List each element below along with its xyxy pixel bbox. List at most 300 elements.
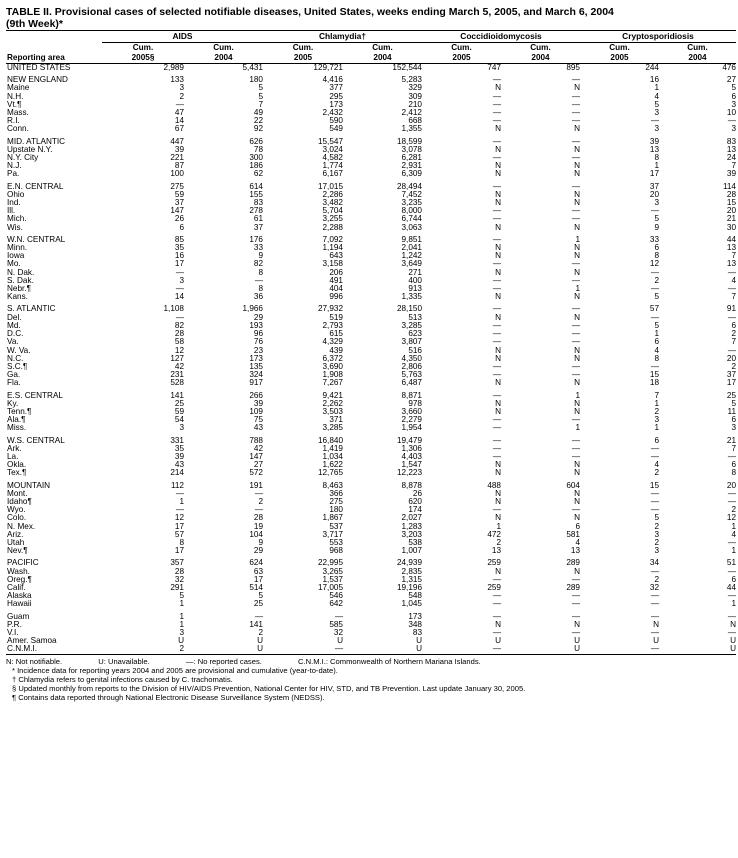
value-cell: 57 xyxy=(649,304,659,314)
value-cell: 37 xyxy=(726,370,736,380)
value-cell: 147 xyxy=(249,451,263,461)
value-cell: — xyxy=(492,451,501,461)
value-cell: N xyxy=(495,267,501,277)
value-cell: 14 xyxy=(174,292,184,302)
value-cell: N xyxy=(495,251,501,261)
value-cell: 67 xyxy=(174,124,184,134)
value-cell: 42 xyxy=(253,443,263,453)
value-cell: N xyxy=(574,468,580,478)
value-cell: 9,851 xyxy=(401,234,422,244)
value-cell: 1 xyxy=(654,423,659,433)
value-cell: 51 xyxy=(726,558,736,568)
area-cell: Wyo. xyxy=(7,505,26,515)
value-cell: 366 xyxy=(329,488,343,498)
value-cell: 47 xyxy=(174,108,184,118)
value-cell: 549 xyxy=(329,124,343,134)
value-cell: — xyxy=(727,591,736,601)
value-cell: 2,041 xyxy=(401,243,422,253)
table-row xyxy=(6,314,736,322)
value-cell: — xyxy=(492,259,501,269)
value-cell: — xyxy=(254,488,263,498)
value-cell: N xyxy=(495,198,501,208)
value-cell: 3,158 xyxy=(322,259,343,269)
value-cell: 289 xyxy=(566,582,580,592)
value-cell: 513 xyxy=(408,312,422,322)
table-row xyxy=(6,416,736,424)
value-cell: 152,544 xyxy=(392,63,422,72)
value-cell: — xyxy=(492,153,501,163)
value-cell: 6,281 xyxy=(401,153,422,163)
value-cell: 129,721 xyxy=(313,63,343,72)
value-cell: 1,867 xyxy=(322,513,343,523)
value-cell: 6 xyxy=(731,320,736,330)
value-cell: 2,432 xyxy=(322,108,343,118)
value-cell: 2 xyxy=(731,505,736,515)
value-cell: 27 xyxy=(726,75,736,85)
value-cell: — xyxy=(175,284,184,294)
value-cell: N xyxy=(495,496,501,506)
value-cell: 17 xyxy=(726,378,736,388)
value-cell: N xyxy=(574,345,580,355)
table-row xyxy=(6,461,736,469)
value-cell: — xyxy=(650,496,659,506)
value-cell: 476 xyxy=(722,63,736,72)
value-cell: — xyxy=(422,645,501,654)
value-cell: N xyxy=(574,513,580,523)
cum-label: Cum. xyxy=(451,43,472,52)
value-cell: 20 xyxy=(726,480,736,490)
table-row xyxy=(6,621,736,629)
value-cell: — xyxy=(492,415,501,425)
value-cell: — xyxy=(727,345,736,355)
value-cell: — xyxy=(650,488,659,498)
value-cell: — xyxy=(571,116,580,126)
value-cell: 615 xyxy=(329,329,343,339)
value-cell: 37 xyxy=(649,181,659,191)
value-cell: — xyxy=(492,505,501,515)
legend-item: U: Unavailable. xyxy=(98,656,150,666)
value-cell: 16,840 xyxy=(317,435,343,445)
value-cell: — xyxy=(254,505,263,515)
year-header: 2004 xyxy=(343,53,422,64)
value-cell: 15,547 xyxy=(317,136,343,146)
disease-table xyxy=(6,30,736,655)
value-cell: N xyxy=(495,189,501,199)
value-cell: 295 xyxy=(329,91,343,101)
value-cell: 20 xyxy=(726,353,736,363)
value-cell: 28 xyxy=(253,513,263,523)
value-cell: 127 xyxy=(170,353,184,363)
value-cell: N xyxy=(574,83,580,93)
value-cell: 400 xyxy=(408,275,422,285)
area-cell: Mont. xyxy=(7,488,28,498)
value-cell: — xyxy=(492,443,501,453)
table-row xyxy=(6,408,736,416)
year-header: 2004 xyxy=(184,53,263,64)
value-cell: 348 xyxy=(408,619,422,629)
value-cell: 61 xyxy=(253,214,263,224)
area-cell: Hawaii xyxy=(7,599,32,609)
value-cell: 3,807 xyxy=(401,337,422,347)
value-cell: 488 xyxy=(487,480,501,490)
value-cell: 43 xyxy=(174,460,184,470)
value-cell: 59 xyxy=(174,189,184,199)
value-cell: — xyxy=(571,415,580,425)
area-cell: Wash. xyxy=(7,566,30,576)
area-cell: Minn. xyxy=(7,243,28,253)
value-cell: 624 xyxy=(249,558,263,568)
value-cell: — xyxy=(727,451,736,461)
table-row xyxy=(6,469,736,477)
subtitle-line: (9th Week)* xyxy=(6,18,63,30)
value-cell: 54 xyxy=(174,415,184,425)
value-cell: 2,931 xyxy=(401,161,422,171)
value-cell: 1,954 xyxy=(401,423,422,433)
value-cell: 7 xyxy=(731,443,736,453)
value-cell: 176 xyxy=(249,234,263,244)
value-cell: — xyxy=(650,451,659,461)
table-row xyxy=(6,285,736,293)
reporting-area-header: Reporting area xyxy=(6,53,102,64)
area-cell: Maine xyxy=(7,83,30,93)
value-cell: 516 xyxy=(408,345,422,355)
value-cell: — xyxy=(334,611,343,621)
table-row xyxy=(6,453,736,461)
value-cell: 4,403 xyxy=(401,451,422,461)
area-cell: N.C. xyxy=(7,353,24,363)
table-row xyxy=(6,138,736,146)
area-cell: Mich. xyxy=(7,214,27,224)
value-cell: — xyxy=(254,611,263,621)
value-cell: 6,744 xyxy=(401,214,422,224)
cum-label: Cum. xyxy=(372,43,393,52)
value-cell: — xyxy=(492,599,501,609)
table-row xyxy=(6,109,736,117)
value-cell: 5 xyxy=(654,214,659,224)
value-cell: 180 xyxy=(329,505,343,515)
value-cell: 6 xyxy=(731,574,736,584)
value-cell: 3 xyxy=(179,628,184,637)
value-cell: 404 xyxy=(329,284,343,294)
value-cell: 17 xyxy=(174,521,184,531)
value-cell: 259 xyxy=(487,582,501,592)
area-cell: Mass. xyxy=(7,108,29,118)
value-cell: 3,285 xyxy=(401,320,422,330)
value-cell: — xyxy=(650,443,659,453)
value-cell: 4,350 xyxy=(401,353,422,363)
value-cell: 3 xyxy=(179,83,184,93)
value-cell: 7 xyxy=(654,390,659,400)
table-row xyxy=(6,592,736,600)
value-cell: — xyxy=(727,628,736,637)
value-cell: 28,150 xyxy=(396,304,422,314)
area-cell: Wis. xyxy=(7,222,23,232)
value-cell: 3,063 xyxy=(401,222,422,232)
value-cell: N xyxy=(574,198,580,208)
value-cell: 3,285 xyxy=(322,423,343,433)
value-cell: 2 xyxy=(654,574,659,584)
year-header: 2005 xyxy=(263,53,343,64)
area-cell: Vt.¶ xyxy=(7,99,22,109)
cum-label: Cum. xyxy=(213,43,234,52)
table-row xyxy=(6,338,736,346)
value-cell: — xyxy=(727,566,736,576)
legend-item: N: Not notifiable. xyxy=(6,656,63,666)
value-cell: 3 xyxy=(731,124,736,134)
value-cell: 1,622 xyxy=(322,460,343,470)
value-cell: 9 xyxy=(654,222,659,232)
value-cell: 5 xyxy=(654,292,659,302)
area-cell: Kans. xyxy=(7,292,28,302)
value-cell: 15 xyxy=(649,480,659,490)
value-cell: 39 xyxy=(253,398,263,408)
value-cell: N xyxy=(495,144,501,154)
value-cell: 114 xyxy=(722,181,736,191)
value-cell: 7 xyxy=(731,251,736,261)
area-cell: MID. ATLANTIC xyxy=(7,136,66,146)
value-cell: 173 xyxy=(408,611,422,621)
title-line: TABLE II. Provisional cases of selected notifiable diseases, United States, weeks ending March 5, 2005, and March 6, 2004 xyxy=(6,6,614,18)
value-cell: N xyxy=(574,406,580,416)
value-cell: 33 xyxy=(253,243,263,253)
value-cell: 8 xyxy=(654,353,659,363)
value-cell: — xyxy=(650,505,659,515)
value-cell: 9 xyxy=(258,251,263,261)
value-cell: 3,265 xyxy=(322,566,343,576)
value-cell: 324 xyxy=(249,370,263,380)
value-cell: 83 xyxy=(253,198,263,208)
footnote: * Incidence data for reporting years 2004 and 2005 are provisional and cumulative (year-to-date). xyxy=(12,665,338,675)
value-cell: 3 xyxy=(654,124,659,134)
value-cell: 25 xyxy=(253,599,263,609)
area-cell: Tenn.¶ xyxy=(7,406,32,416)
value-cell: 26 xyxy=(412,488,422,498)
area-cell: Upstate N.Y. xyxy=(7,144,53,154)
value-cell: 329 xyxy=(408,83,422,93)
table-body xyxy=(6,64,736,655)
value-cell: N xyxy=(574,189,580,199)
value-cell: 8,871 xyxy=(401,390,422,400)
value-cell: 82 xyxy=(253,259,263,269)
value-cell: 289 xyxy=(566,558,580,568)
value-cell: 3 xyxy=(654,415,659,425)
value-cell: 2,027 xyxy=(401,513,422,523)
table-row xyxy=(6,568,736,576)
value-cell: — xyxy=(571,337,580,347)
value-cell: 25 xyxy=(726,390,736,400)
value-cell: 147 xyxy=(170,206,184,216)
value-cell: 5 xyxy=(258,83,263,93)
value-cell: 44 xyxy=(726,234,736,244)
footnotes xyxy=(6,657,736,702)
value-cell: — xyxy=(650,566,659,576)
value-cell: 604 xyxy=(566,480,580,490)
value-cell: 3 xyxy=(654,546,659,556)
value-cell: 1,108 xyxy=(163,304,184,314)
table-row xyxy=(6,379,736,387)
value-cell: — xyxy=(650,206,659,216)
year-header: 2004 xyxy=(501,53,580,64)
value-cell: 1,355 xyxy=(401,124,422,134)
value-cell: 57 xyxy=(174,529,184,539)
value-cell: 4 xyxy=(731,275,736,285)
value-cell: — xyxy=(492,75,501,85)
value-cell: 7,267 xyxy=(322,378,343,388)
year-header: 2004 xyxy=(659,53,736,64)
area-cell: V.I. xyxy=(7,628,19,637)
table-row xyxy=(6,236,736,244)
value-cell: 5,283 xyxy=(401,75,422,85)
table-row xyxy=(6,64,736,73)
value-cell: 6,372 xyxy=(322,353,343,363)
value-cell: 643 xyxy=(329,251,343,261)
value-cell: 32 xyxy=(333,628,343,637)
value-cell: — xyxy=(571,443,580,453)
table-row xyxy=(6,117,736,125)
value-cell: N xyxy=(495,243,501,253)
cum-label: Cum. xyxy=(687,43,708,52)
table-row xyxy=(6,490,736,498)
value-cell: N xyxy=(574,169,580,179)
table-row xyxy=(6,207,736,215)
value-cell: 300 xyxy=(249,153,263,163)
value-cell: — xyxy=(571,505,580,515)
value-cell: 29 xyxy=(253,312,263,322)
value-cell: 7 xyxy=(731,161,736,171)
area-cell: Fla. xyxy=(7,378,21,388)
value-cell: 27,932 xyxy=(317,304,343,314)
value-cell: 447 xyxy=(170,136,184,146)
value-cell: 1 xyxy=(179,619,184,629)
group-coccidioidomycosis: Coccidioidomycosis xyxy=(422,31,580,43)
value-cell: — xyxy=(650,628,659,637)
table-row xyxy=(6,199,736,207)
value-cell: 135 xyxy=(249,361,263,371)
value-cell: 8 xyxy=(731,468,736,478)
table-row xyxy=(6,355,736,363)
value-cell: 1,194 xyxy=(322,243,343,253)
value-cell: 4,329 xyxy=(322,337,343,347)
value-cell: 357 xyxy=(170,558,184,568)
value-cell: 8 xyxy=(179,537,184,547)
value-cell: N xyxy=(574,496,580,506)
table-row xyxy=(6,146,736,154)
area-cell: Pa. xyxy=(7,169,20,179)
value-cell: 37 xyxy=(253,222,263,232)
table-row xyxy=(6,191,736,199)
area-cell: R.I. xyxy=(7,116,20,126)
table-row xyxy=(6,523,736,531)
value-cell: 1 xyxy=(731,546,736,556)
area-cell: Ala.¶ xyxy=(7,415,26,425)
value-cell: 8,463 xyxy=(322,480,343,490)
value-cell: N xyxy=(574,267,580,277)
value-cell: N xyxy=(574,251,580,261)
value-cell: 1 xyxy=(575,390,580,400)
value-cell: 4 xyxy=(654,460,659,470)
footnote: § Updated monthly from reports to the Division of HIV/AIDS Prevention, National Center for HIV, STD, and TB Prevention. Last update January 30, 2005. xyxy=(12,683,526,693)
area-cell: Colo. xyxy=(7,513,27,523)
value-cell: 30 xyxy=(726,222,736,232)
value-cell: 2,288 xyxy=(322,222,343,232)
value-cell: 2,286 xyxy=(322,189,343,199)
value-cell: 10 xyxy=(726,108,736,118)
value-cell: — xyxy=(492,99,501,109)
value-cell: — xyxy=(571,574,580,584)
value-cell: 3,024 xyxy=(322,144,343,154)
area-cell: Calif. xyxy=(7,582,26,592)
value-cell: N xyxy=(495,488,501,498)
value-cell: 6 xyxy=(654,435,659,445)
value-cell: 3,078 xyxy=(401,144,422,154)
value-cell: 9 xyxy=(258,537,263,547)
value-cell: 39 xyxy=(726,169,736,179)
value-cell: 13 xyxy=(726,259,736,269)
value-cell: — xyxy=(492,574,501,584)
area-cell: S.C.¶ xyxy=(7,361,28,371)
value-cell: — xyxy=(727,496,736,506)
table-row xyxy=(6,244,736,252)
value-cell: — xyxy=(571,304,580,314)
value-cell: 8 xyxy=(654,153,659,163)
value-cell: 17 xyxy=(174,259,184,269)
value-cell: 15 xyxy=(726,198,736,208)
value-cell: 214 xyxy=(170,468,184,478)
value-cell: — xyxy=(492,591,501,601)
value-cell: — xyxy=(175,99,184,109)
table-row xyxy=(6,305,736,313)
value-cell: 3 xyxy=(731,423,736,433)
table-row xyxy=(6,170,736,178)
value-cell: 186 xyxy=(249,161,263,171)
value-cell: 39 xyxy=(174,451,184,461)
value-cell: 14 xyxy=(174,116,184,126)
cum-label: Cum. xyxy=(292,43,314,52)
table-row xyxy=(6,392,736,400)
value-cell: 2,806 xyxy=(401,361,422,371)
value-cell: — xyxy=(571,99,580,109)
value-cell: 12 xyxy=(649,259,659,269)
area-cell: Ariz. xyxy=(7,529,24,539)
value-cell: 29 xyxy=(253,546,263,556)
value-cell: — xyxy=(650,611,659,621)
value-cell: 17,005 xyxy=(317,582,343,592)
value-cell: 491 xyxy=(329,275,343,285)
value-cell: 18 xyxy=(649,378,659,388)
value-cell: U xyxy=(178,636,184,646)
value-cell: 1 xyxy=(654,161,659,171)
value-cell: 17,015 xyxy=(317,181,343,191)
value-cell: — xyxy=(571,181,580,191)
value-cell: 91 xyxy=(726,304,736,314)
value-cell: 180 xyxy=(249,75,263,85)
value-cell: 5 xyxy=(654,320,659,330)
area-cell: Ark. xyxy=(7,443,22,453)
area-cell: Amer. Samoa xyxy=(7,636,57,646)
value-cell: 174 xyxy=(408,505,422,515)
area-cell: D.C. xyxy=(7,329,24,339)
value-cell: 24 xyxy=(726,153,736,163)
cum-label: Cum. xyxy=(530,43,551,52)
value-cell: 4 xyxy=(575,537,580,547)
area-cell: Idaho¶ xyxy=(7,496,32,506)
value-cell: 978 xyxy=(408,398,422,408)
value-cell: — xyxy=(492,361,501,371)
value-cell: 9,421 xyxy=(322,390,343,400)
value-cell: — xyxy=(571,599,580,609)
value-cell: 1,908 xyxy=(322,370,343,380)
value-cell: 5 xyxy=(654,99,659,109)
